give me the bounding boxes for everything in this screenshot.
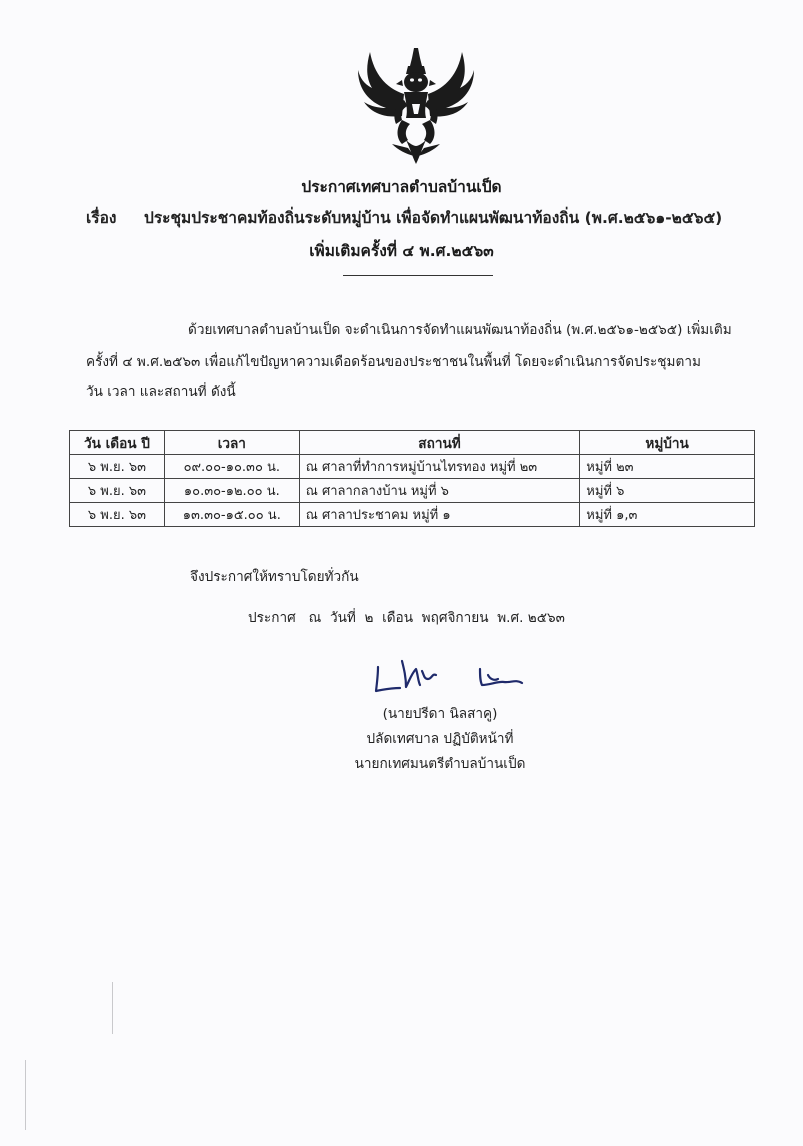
header-place: สถานที่ [299,431,579,455]
garuda-emblem-icon [356,44,476,166]
subject-line [86,205,776,230]
cell-time: ๐๙.๐๐-๑๐.๓๐ น. [164,455,299,479]
cell-date: ๖ พ.ย. ๖๓ [70,455,165,479]
subject-text: ประชุมประชาคมท้องถิ่นระดับหมู่บ้าน เพื่อจัดทำแผนพัฒนาท้องถิ่น (พ.ศ.๒๕๖๑-๒๕๖๕) [144,209,723,227]
handwritten-signature [372,655,532,705]
schedule-table [69,430,755,527]
announcement-date: ประกาศ ณ วันที่ ๒ เดือน พฤศจิกายน พ.ศ. ๒๕๖๓ [248,610,565,626]
cell-place: ณ ศาลาที่ทำการหมู่บ้านไทรทอง หมู่ที่ ๒๓ [299,455,579,479]
body-line-1: ด้วยเทศบาลตำบลบ้านเป็ด จะดำเนินการจัดทำแผนพัฒนาท้องถิ่น (พ.ศ.๒๕๖๑-๒๕๖๕) เพิ่มเติม [188,322,732,338]
announcement-title: ประกาศเทศบาลตำบลบ้านเป็ด [301,178,502,196]
cell-time: ๑๐.๓๐-๑๒.๐๐ น. [164,479,299,503]
cell-place: ณ ศาลาประชาคม หมู่ที่ ๑ [299,503,579,527]
subject-label: เรื่อง [86,209,117,227]
signatory-position-2: นายกเทศมนตรีตำบลบ้านเป็ด [354,756,526,772]
table-row [70,479,755,503]
cell-time: ๑๓.๓๐-๑๕.๐๐ น. [164,503,299,527]
header-time: เวลา [164,431,299,455]
cell-date: ๖ พ.ย. ๖๓ [70,503,165,527]
title-divider [343,275,493,276]
scan-mark [112,982,113,1034]
cell-village: หมู่ที่ ๑,๓ [580,503,755,527]
cell-date: ๖ พ.ย. ๖๓ [70,479,165,503]
cell-village: หมู่ที่ ๖ [580,479,755,503]
cell-place: ณ ศาลากลางบ้าน หมู่ที่ ๖ [299,479,579,503]
signatory-name: (นายปรีดา นิลสาคู) [382,706,498,722]
header-village: หมู่บ้าน [580,431,755,455]
closing-statement: จึงประกาศให้ทราบโดยทั่วกัน [190,569,359,585]
signatory-position: ปลัดเทศบาล ปฏิบัติหน้าที่ [366,731,514,747]
scan-mark [25,1060,26,1130]
body-line-3: วัน เวลา และสถานที่ ดังนี้ [86,384,236,400]
cell-village: หมู่ที่ ๒๓ [580,455,755,479]
header-date: วัน เดือน ปี [70,431,165,455]
announcement-subtitle: เพิ่มเติมครั้งที่ ๔ พ.ศ.๒๕๖๓ [309,242,494,260]
body-line-2: ครั้งที่ ๔ พ.ศ.๒๕๖๓ เพื่อแก้ไขปัญหาความเดือดร้อนของประชาชนในพื้นที่ โดยจะดำเนินการจัดประชุมตาม [86,354,701,370]
table-header-row [70,431,755,455]
table-row [70,455,755,479]
table-row [70,503,755,527]
